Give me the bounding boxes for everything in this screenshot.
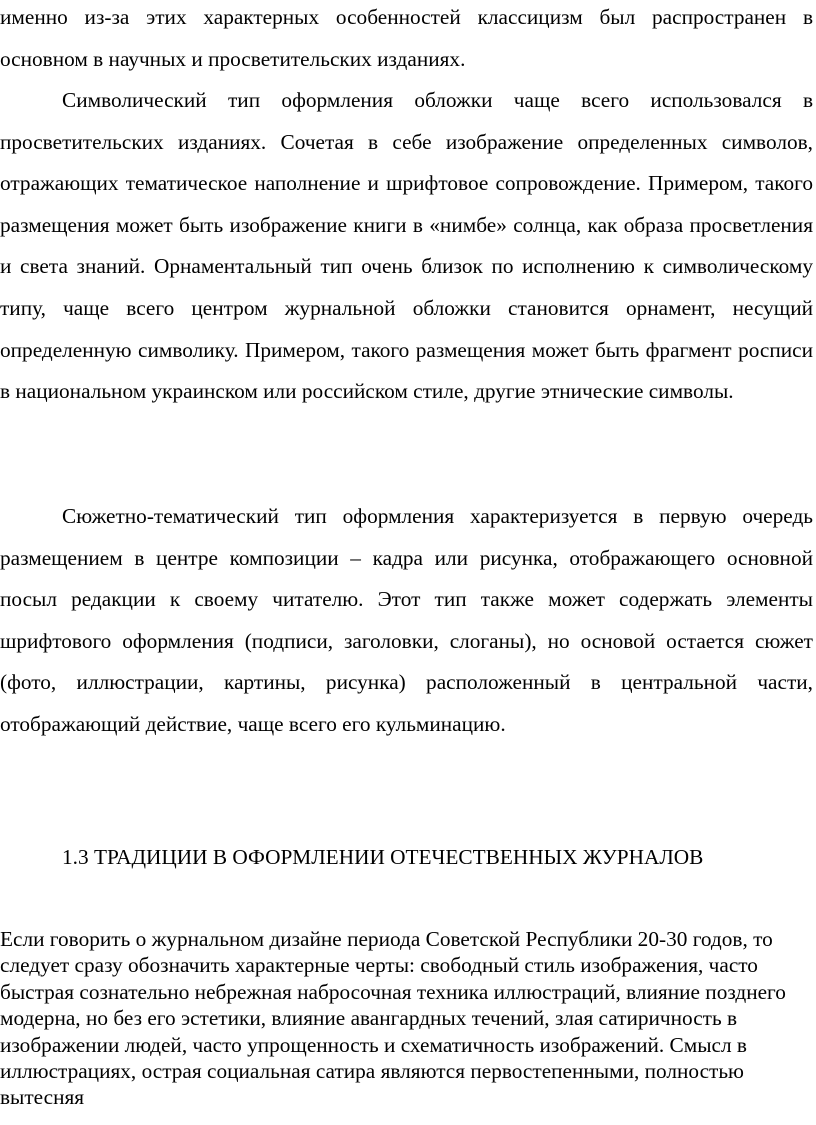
paragraph-symbolic-cover-type: Символический тип оформления обложки чаще всего использовался в просветительских изданиях. Сочетая в себе изображение определенных символов, отражающих тематическое наполнение и шрифтовое сопровождение. Примером, такого размещения может быть изображение книги в «нимбе» солнца, как образа просветления и света знаний. Орнаментальный тип очень близок по исполнению к символическому типу, чаще всего центром журнальной обложки становится орнамент, несущий определенную символику. Примером, такого размещения может быть фрагмент росписи в национальном украинском или российском стиле, другие этнические символы. [0,88,813,404]
paragraph-classicism-continuation: именно из-за этих характерных особенностей классицизм был распространен в основном в научных и просветительских изданиях. [0,5,813,71]
paragraph-plot-thematic-type: Сюжетно-тематический тип оформления характеризуется в первую очередь размещением в центре композиции – кадра или рисунка, отображающего основной посыл редакции к своему читателю. Этот тип также может содержать элементы шрифтового оформления (подписи, заголовки, слоганы), но основой остается сюжет (фото, иллюстрации, картины, рисунка) расположенный в центральной части, отображающий действие, чаще всего его кульминацию. [0,504,813,736]
paragraph-soviet-design: Если говорить о журнальном дизайне периода Советской Республики 20-30 годов, то следует сразу обозначить характерные черты: свободный стиль изображения, часто быстрая сознательно небрежная набросочная техника иллюстраций, влияние позднего модерна, но без его эстетики, влияние авангардных течений, злая сатиричность в изображении людей, часто упрощенность и схематичность изображений. Смысл в иллюстрациях, острая социальная сатира являются первостепенными, полностью вытесняя [0,927,786,1110]
section-heading: 1.3 ТРАДИЦИИ В ОФОРМЛЕНИИ ОТЕЧЕСТВЕННЫХ ЖУРНАЛОВ [62,845,704,869]
